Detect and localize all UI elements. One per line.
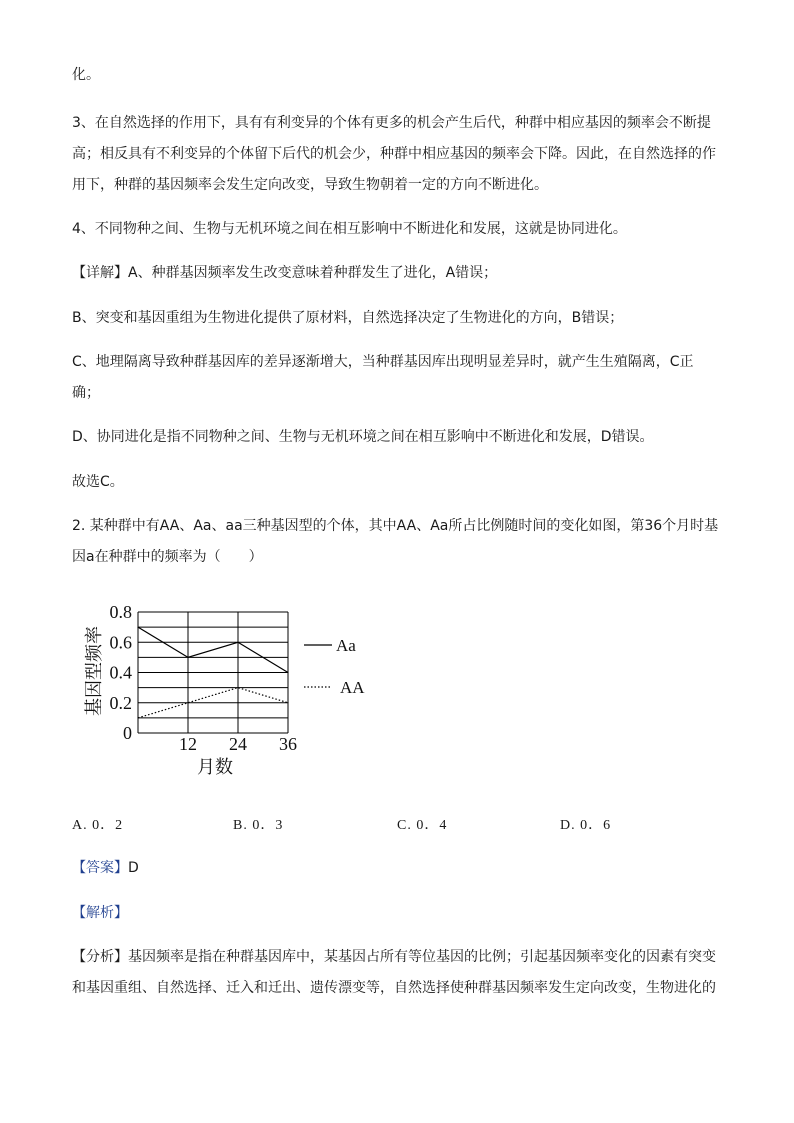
fenxi-tag: 【分析】 [72,949,128,965]
line-c: C、地理隔离导致种群基因库的差异逐渐增大，当种群基因库出现明显差异时，就产生生殖隔离，C正 [72,354,694,370]
detail-tag: 【详解】 [72,265,128,281]
detail-line [72,264,497,282]
x-axis-label: 月数 [197,757,233,777]
answer-text: D [128,860,139,876]
y-tick-label: 0.2 [109,692,132,713]
x-tick-label: 12 [179,734,197,754]
line-2: 3、在自然选择的作用下，具有有利变异的个体有更多的机会产生后代，种群中相应基因的频率会不断提 [72,115,711,131]
line-1: 化。 [72,67,100,83]
legend-label-aa: AA [340,678,365,697]
y-tick-label: 0.4 [109,662,132,683]
analysis-tag: 【解析】 [72,905,128,921]
data-point-aa [187,657,188,658]
x-tick-label: 24 [229,734,247,754]
data-point-aa [137,717,138,718]
line-c2: 确； [72,385,100,401]
line-4: 用下，种群的基因频率会发生定向改变，导致生物朝着一定的方向不断进化。 [72,177,548,193]
chart-legend [304,636,365,697]
chart-grid [138,612,288,733]
data-point-aa [287,672,288,673]
genotype-frequency-chart [70,595,390,785]
answer-line [72,859,139,877]
fenxi-line-1 [72,948,716,966]
detail-text: A、种群基因频率发生改变意味着种群发生了进化，A错误； [128,265,498,281]
series-line-aa [138,627,288,672]
y-tick-label: 0 [123,723,132,743]
x-tick-label: 36 [279,734,297,754]
data-point-aa [137,627,138,628]
legend-label-aa: Aa [336,636,356,655]
data-point-aa [287,702,288,703]
question-line-1: 2. 某种群中有AA、Aa、aa三种基因型的个体，其中AA、Aa所占比例随时间的变化如图，第36个月时基 [72,518,719,534]
question-line-2: 因a在种群中的频率为（ ） [72,549,263,565]
fenxi-line-2: 和基因重组、自然选择、迁入和迁出、遗传漂变等，自然选择使种群基因频率发生定向改变，生物进化的 [72,980,716,996]
line-5: 4、不同物种之间、生物与无机环境之间在相互影响中不断进化和发展，这就是协同进化。 [72,221,627,237]
data-point-aa [237,687,238,688]
line-3: 高；相反具有不利变异的个体留下后代的机会少，种群中相应基因的频率会下降。因此，在自然选择的作 [72,146,716,162]
fenxi-text: 基因频率是指在种群基因库中，某基因占所有等位基因的比例；引起基因频率变化的因素有突变 [128,949,716,965]
option-d: D. 0．6 [560,818,612,833]
line-select: 故选C。 [72,474,124,490]
answer-tag: 【答案】 [72,860,128,876]
option-c: C. 0．4 [397,818,448,833]
line-d: D、协同进化是指不同物种之间、生物与无机环境之间在相互影响中不断进化和发展，D错误。 [72,429,654,445]
option-b: B. 0．3 [233,818,284,833]
y-tick-label: 0.6 [109,632,132,653]
data-point-aa [237,642,238,643]
line-b: B、突变和基因重组为生物进化提供了原材料，自然选择决定了生物进化的方向，B错误； [72,310,624,326]
data-point-aa [187,702,188,703]
analysis-line [72,904,128,922]
y-axis-label: 基因型频率 [84,626,104,716]
option-a: A. 0．2 [72,818,124,833]
y-tick-label: 0.8 [109,602,132,622]
